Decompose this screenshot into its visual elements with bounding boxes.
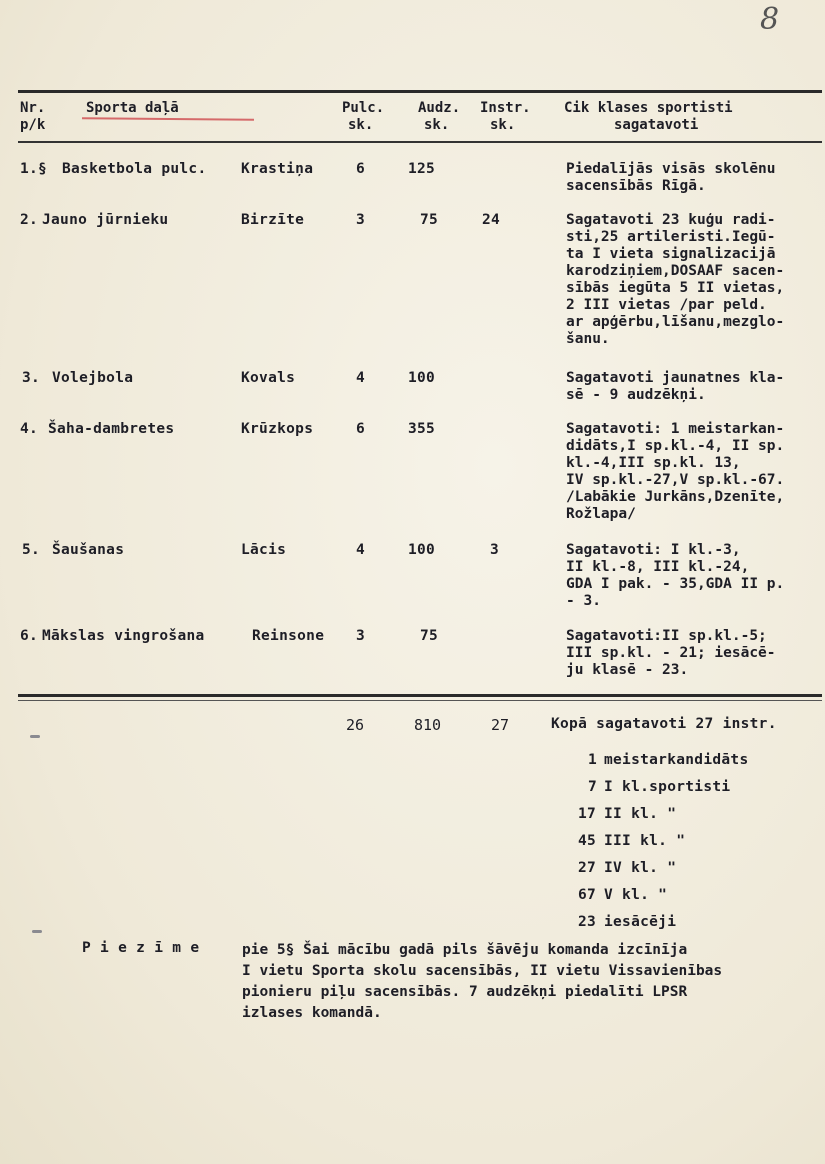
row-4-audz: 355 bbox=[408, 421, 436, 437]
row-4-name: Šaha-dambretes bbox=[48, 421, 175, 437]
row-4-num: 4. bbox=[20, 421, 39, 437]
row-5-pulc: 4 bbox=[356, 542, 366, 558]
row-3-pulc: 4 bbox=[356, 370, 366, 386]
row-3-leader: Kovals bbox=[241, 370, 296, 386]
summary-text: II kl. " bbox=[604, 806, 677, 822]
top-rule bbox=[18, 90, 822, 93]
summary-count: 67 bbox=[578, 887, 597, 903]
page-number: 8 bbox=[760, 2, 780, 37]
header-sport: Sporta daļā bbox=[86, 100, 179, 116]
row-5-name: Šaušanas bbox=[52, 542, 125, 558]
row-1-comment: Piedalījās visās skolēnu sacensībās Rīgā. bbox=[566, 161, 776, 194]
bottom-rule-thin bbox=[18, 700, 822, 701]
row-6-comment: Sagatavoti:II sp.kl.-5; III sp.kl. - 21; iesācē- ju klasē - 23. bbox=[566, 628, 776, 678]
total-label: Kopā sagatavoti 27 instr. bbox=[551, 716, 777, 732]
row-2-comment: Sagatavoti 23 kuģu radi- sti,25 artileristi.Iegū- ta I vieta signalizacijā karodziņiem,DOSAAF sacen- sībās iegūta 5 II vietas, 2 III vietas /par peld. ar apģērbu,līšanu,mezglo- šanu. bbox=[566, 212, 785, 347]
row-1-pulc: 6 bbox=[356, 161, 366, 177]
row-3-name: Volejbola bbox=[52, 370, 134, 386]
row-5-leader: Lācis bbox=[241, 542, 287, 558]
summary-count: 7 bbox=[588, 779, 598, 795]
summary-count: 45 bbox=[578, 833, 597, 849]
row-5-num: 5. bbox=[22, 542, 41, 558]
row-3-num: 3. bbox=[22, 370, 41, 386]
header-audz-2: sk. bbox=[424, 117, 450, 133]
row-3-comment: Sagatavoti jaunatnes kla- sē - 9 audzēkņi. bbox=[566, 370, 785, 403]
row-1-audz: 125 bbox=[408, 161, 436, 177]
row-2-num: 2. bbox=[20, 212, 39, 228]
summary-text: meistarkandidāts bbox=[604, 752, 749, 768]
summary-text: IV kl. " bbox=[604, 860, 677, 876]
bottom-rule bbox=[18, 694, 822, 697]
note-text: pie 5§ Šai mācību gadā pils šāvēju komanda izcīnīja I vietu Sporta skolu sacensībās, II vietu Vissavienības pionieru piļu sacensībās. 7 audzēkņi piedalīti LPSR izlases komandā. bbox=[242, 942, 723, 1021]
row-2-instr: 24 bbox=[482, 212, 501, 228]
row-5-instr: 3 bbox=[490, 542, 500, 558]
header-audz-1: Audz. bbox=[418, 100, 461, 116]
row-4-pulc: 6 bbox=[356, 421, 366, 437]
header-rule bbox=[18, 141, 822, 143]
row-6-num: 6. bbox=[20, 628, 39, 644]
row-1-num: 1.§ bbox=[20, 161, 48, 177]
header-nr: Nr. bbox=[20, 100, 46, 116]
row-1-name: Basketbola pulc. bbox=[62, 161, 207, 177]
row-5-comment: Sagatavoti: I kl.-3, II kl.-8, III kl.-24, GDA I pak. - 35,GDA II p. - 3. bbox=[566, 542, 785, 609]
header-pulc-2: sk. bbox=[348, 117, 374, 133]
summary-text: I kl.sportisti bbox=[604, 779, 731, 795]
row-6-leader: Reinsone bbox=[252, 628, 325, 644]
row-2-pulc: 3 bbox=[356, 212, 366, 228]
summary-count: 23 bbox=[578, 914, 597, 930]
summary-count: 1 bbox=[588, 752, 598, 768]
row-2-name: Jauno jūrnieku bbox=[42, 212, 169, 228]
header-pk: p/k bbox=[20, 117, 46, 133]
header-instr-2: sk. bbox=[490, 117, 516, 133]
row-6-audz: 75 bbox=[420, 628, 439, 644]
summary-count: 27 bbox=[578, 860, 597, 876]
header-instr-1: Instr. bbox=[480, 100, 531, 116]
row-6-name: Mākslas vingrošana bbox=[42, 628, 205, 644]
row-4-comment: Sagatavoti: 1 meistarkan- didāts,I sp.kl.-4, II sp. kl.-4,III sp.kl. 13, IV sp.kl.-27,V sp.kl.-67. /Labākie Jurkāns,Dzenīte, Rožlapa/ bbox=[566, 421, 785, 522]
scan-mark bbox=[32, 930, 42, 933]
summary-text: iesācēji bbox=[604, 914, 677, 930]
note-label: P i e z ī m e bbox=[82, 940, 200, 956]
total-instr: 27 bbox=[491, 716, 510, 734]
summary-text: III kl. " bbox=[604, 833, 686, 849]
total-pulc: 26 bbox=[346, 716, 365, 734]
header-pulc-1: Pulc. bbox=[342, 100, 385, 116]
header-cik-2: sagatavoti bbox=[614, 117, 699, 133]
header-cik-1: Cik klases sportisti bbox=[564, 100, 733, 116]
total-audz: 810 bbox=[414, 716, 442, 734]
row-2-leader: Birzīte bbox=[241, 212, 305, 228]
row-5-audz: 100 bbox=[408, 542, 436, 558]
row-3-audz: 100 bbox=[408, 370, 436, 386]
summary-count: 17 bbox=[578, 806, 597, 822]
row-1-leader: Krastiņa bbox=[241, 161, 314, 177]
row-4-leader: Krūzkops bbox=[241, 421, 314, 437]
row-6-pulc: 3 bbox=[356, 628, 366, 644]
summary-text: V kl. " bbox=[604, 887, 668, 903]
red-underline bbox=[82, 117, 254, 121]
scan-mark bbox=[30, 735, 40, 738]
row-2-audz: 75 bbox=[420, 212, 439, 228]
